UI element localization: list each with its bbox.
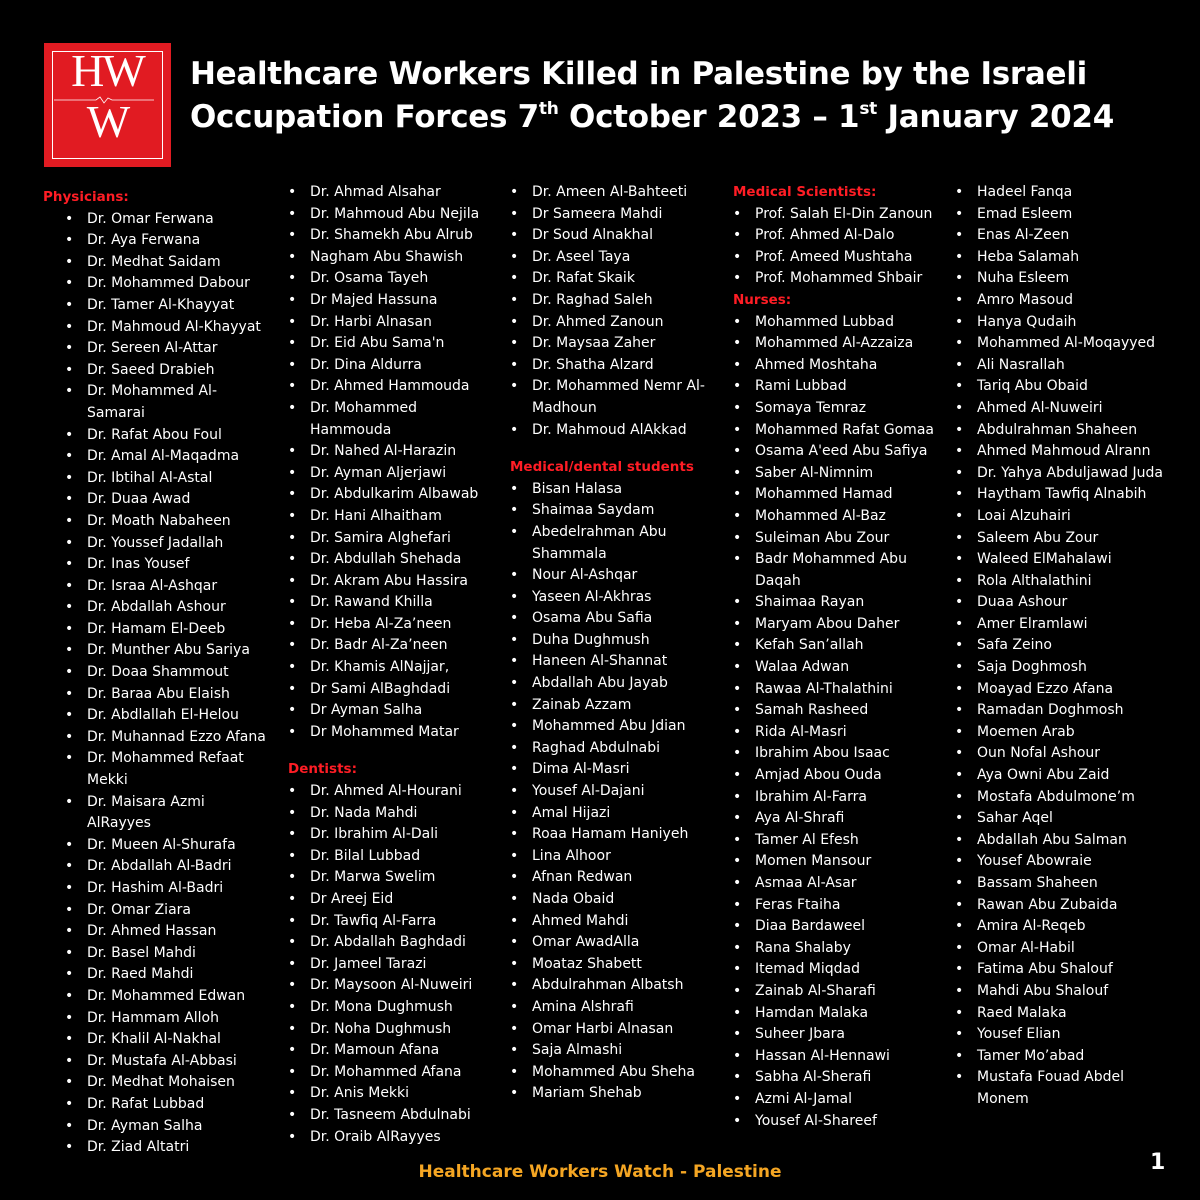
- list-item: • Mohammed Lubbad: [733, 312, 938, 334]
- list-item: • Dr Mohammed Matar: [288, 722, 488, 744]
- list-item: • Walaa Adwan: [733, 657, 938, 679]
- list-item: • Dr. Duaa Awad: [43, 489, 273, 511]
- list-item: • Amina Alshrafi: [510, 997, 715, 1019]
- list-item: • Mahdi Abu Shalouf: [955, 981, 1175, 1003]
- list-item: • Aya Owni Abu Zaid: [955, 765, 1175, 787]
- list-item: • Prof. Salah El-Din Zanoun: [733, 204, 938, 226]
- list-item: • Dr. Jameel Tarazi: [288, 954, 488, 976]
- list-item: • Dr. Mueen Al-Shurafa: [43, 835, 273, 857]
- list-item: • Aya Al-Shrafi: [733, 808, 938, 830]
- list-item: • Mohammed Al-Baz: [733, 506, 938, 528]
- list-item: • Dr. Maisara Azmi AlRayyes: [43, 792, 273, 835]
- list-item: • Dr. Aseel Taya: [510, 247, 715, 269]
- list-item: • Dr. Mona Dughmush: [288, 997, 488, 1019]
- list-item: • Dr. Tawfiq Al-Farra: [288, 911, 488, 933]
- list-item: • Lina Alhoor: [510, 846, 715, 868]
- list-item: • Amjad Abou Ouda: [733, 765, 938, 787]
- list-item: • Mariam Shehab: [510, 1083, 715, 1105]
- list-item: • Rana Shalaby: [733, 938, 938, 960]
- list-item: • Dr. Rafat Lubbad: [43, 1094, 273, 1116]
- list-item: • Dr. Mohammed Edwan: [43, 986, 273, 1008]
- list-item: • Amal Hijazi: [510, 803, 715, 825]
- list-item: • Dr. Eid Abu Sama'n: [288, 333, 488, 355]
- list-item: • Mohammed Rafat Gomaa: [733, 420, 938, 442]
- list-item: • Ali Nasrallah: [955, 355, 1175, 377]
- list-item: • Hadeel Fanqa: [955, 182, 1175, 204]
- list-item: • Dr. Rafat Abou Foul: [43, 425, 273, 447]
- list-item: • Dima Al-Masri: [510, 759, 715, 781]
- physicians-heading: Physicians:: [43, 189, 129, 205]
- list-item: • Ibrahim Abou Isaac: [733, 743, 938, 765]
- spacer: [510, 441, 715, 457]
- list-item: • Mostafa Abdulmone’m: [955, 787, 1175, 809]
- list-item: • Dr Ayman Salha: [288, 700, 488, 722]
- list-item: • Dr. Akram Abu Hassira: [288, 571, 488, 593]
- list-item: • Dr. Youssef Jadallah: [43, 533, 273, 555]
- physicians-list-2: [288, 182, 488, 743]
- list-item: • Itemad Miqdad: [733, 959, 938, 981]
- list-item: • Yousef Elian: [955, 1024, 1175, 1046]
- list-item: • Dr. Nahed Al-Harazin: [288, 441, 488, 463]
- list-item: • Rida Al-Masri: [733, 722, 938, 744]
- list-item: • Dr. Khamis AlNajjar,: [288, 657, 488, 679]
- list-item: • Tamer Al Efesh: [733, 830, 938, 852]
- list-item: • Dr. Heba Al-Za’neen: [288, 614, 488, 636]
- list-item: • Suheer Jbara: [733, 1024, 938, 1046]
- list-item: • Diaa Bardaweel: [733, 916, 938, 938]
- list-item: • Dr. Ahmed Zanoun: [510, 312, 715, 334]
- list-item: • Abdallah Abu Salman: [955, 830, 1175, 852]
- list-item: • Dr Soud Alnakhal: [510, 225, 715, 247]
- list-item: • Dr. Tasneem Abdulnabi: [288, 1105, 488, 1127]
- list-item: • Dr. Anis Mekki: [288, 1083, 488, 1105]
- list-item: • Amira Al-Reqeb: [955, 916, 1175, 938]
- list-item: • Dr. Rawand Khilla: [288, 592, 488, 614]
- list-item: • Abdulrahman Shaheen: [955, 420, 1175, 442]
- list-item: • Saja Doghmosh: [955, 657, 1175, 679]
- nurses-heading: Nurses:: [733, 291, 792, 308]
- list-item: • Dr. Mamoun Afana: [288, 1040, 488, 1062]
- list-item: • Yousef Al-Dajani: [510, 781, 715, 803]
- list-item: • Dr. Maysaa Zaher: [510, 333, 715, 355]
- list-item: • Sahar Aqel: [955, 808, 1175, 830]
- list-item: • Dr. Mohammed Afana: [288, 1062, 488, 1084]
- list-item: • Mohammed Al-Azzaiza: [733, 333, 938, 355]
- list-item: • Somaya Temraz: [733, 398, 938, 420]
- list-item: • Bisan Halasa: [510, 479, 715, 501]
- list-item: • Dr Majed Hassuna: [288, 290, 488, 312]
- hww-logo: [44, 43, 171, 167]
- list-item: • Ahmed Mahmoud Alrann: [955, 441, 1175, 463]
- physicians-list-3: [510, 182, 715, 441]
- list-item: • Dr. Ayman Salha: [43, 1116, 273, 1138]
- list-item: • Dr. Doaa Shammout: [43, 662, 273, 684]
- list-item: • Badr Mohammed Abu Daqah: [733, 549, 938, 592]
- list-item: • Dr. Noha Dughmush: [288, 1019, 488, 1041]
- list-item: • Dr. Tamer Al-Khayyat: [43, 295, 273, 317]
- list-item: • Oun Nofal Ashour: [955, 743, 1175, 765]
- list-item: • Loai Alzuhairi: [955, 506, 1175, 528]
- list-item: • Dr. Muhannad Ezzo Afana: [43, 727, 273, 749]
- list-item: • Dr. Munther Abu Sariya: [43, 640, 273, 662]
- title-line-2-part: October 2023 – 1: [558, 99, 860, 135]
- list-item: • Suleiman Abu Zour: [733, 528, 938, 550]
- list-item: • Safa Zeino: [955, 635, 1175, 657]
- list-item: • Dr. Mohammed Dabour: [43, 273, 273, 295]
- list-item: • Dr. Ahmed Al-Hourani: [288, 781, 488, 803]
- list-item: • Abedelrahman Abu Shammala: [510, 522, 715, 565]
- list-item: • Amro Masoud: [955, 290, 1175, 312]
- list-item: • Rami Lubbad: [733, 376, 938, 398]
- column-2: [288, 182, 488, 1148]
- list-item: • Rawan Abu Zubaida: [955, 895, 1175, 917]
- list-item: • Mustafa Fouad Abdel Monem: [955, 1067, 1175, 1110]
- list-item: • Haneen Al-Shannat: [510, 651, 715, 673]
- list-item: • Moemen Arab: [955, 722, 1175, 744]
- list-item: • Haytham Tawfiq Alnabih: [955, 484, 1175, 506]
- list-item: • Dr. Abdulkarim Albawab: [288, 484, 488, 506]
- list-item: • Tariq Abu Obaid: [955, 376, 1175, 398]
- list-item: • Dr. Mohammed Nemr Al-Madhoun: [510, 376, 715, 419]
- title-line-2: [190, 96, 1190, 139]
- physicians-list-1: [43, 209, 273, 1159]
- list-item: • Dr. Ahmed Hammouda: [288, 376, 488, 398]
- list-item: • Dr. Abdallah Ashour: [43, 597, 273, 619]
- list-item: • Moataz Shabett: [510, 954, 715, 976]
- list-item: • Enas Al-Zeen: [955, 225, 1175, 247]
- dentists-list: [288, 781, 488, 1148]
- list-item: • Dr. Khalil Al-Nakhal: [43, 1029, 273, 1051]
- list-item: • Hanya Qudaih: [955, 312, 1175, 334]
- list-item: • Dr. Aya Ferwana: [43, 230, 273, 252]
- title-line-2-part: Occupation Forces 7: [190, 99, 539, 135]
- list-item: • Dr. Sereen Al-Attar: [43, 338, 273, 360]
- list-item: • Dr. Ibtihal Al-Astal: [43, 468, 273, 490]
- list-item: • Dr Sami AlBaghdadi: [288, 679, 488, 701]
- list-item: • Mohammed Abu Jdian: [510, 716, 715, 738]
- title-sup-th: th: [538, 99, 559, 119]
- list-item: • Momen Mansour: [733, 851, 938, 873]
- list-item: • Nada Obaid: [510, 889, 715, 911]
- list-item: • Dr. Omar Ziara: [43, 900, 273, 922]
- title-sup-st: st: [859, 99, 877, 119]
- list-item: • Dr. Ahmad Alsahar: [288, 182, 488, 204]
- list-item: • Kefah San’allah: [733, 635, 938, 657]
- list-item: • Hassan Al-Hennawi: [733, 1046, 938, 1068]
- list-item: • Saleem Abu Zour: [955, 528, 1175, 550]
- list-item: • Dr. Mustafa Al-Abbasi: [43, 1051, 273, 1073]
- list-item: • Nuha Esleem: [955, 268, 1175, 290]
- list-item: • Abdulrahman Albatsh: [510, 975, 715, 997]
- list-item: • Yousef Abowraie: [955, 851, 1175, 873]
- list-item: • Yaseen Al-Akhras: [510, 587, 715, 609]
- list-item: • Dr. Hashim Al-Badri: [43, 878, 273, 900]
- list-item: • Dr. Inas Yousef: [43, 554, 273, 576]
- list-item: • Dr. Mahmoud Al-Khayyat: [43, 317, 273, 339]
- scientists-heading: Medical Scientists:: [733, 184, 877, 200]
- list-item: • Maryam Abou Daher: [733, 614, 938, 636]
- list-item: • Rawaa Al-Thalathini: [733, 679, 938, 701]
- list-item: • Dr. Maysoon Al-Nuweiri: [288, 975, 488, 997]
- list-item: • Dr. Nada Mahdi: [288, 803, 488, 825]
- list-item: • Dr. Abdallah Al-Badri: [43, 856, 273, 878]
- list-item: • Raed Malaka: [955, 1003, 1175, 1025]
- list-item: • Dr. Ameen Al-Bahteeti: [510, 182, 715, 204]
- list-item: • Samah Rasheed: [733, 700, 938, 722]
- list-item: • Dr. Medhat Mohaisen: [43, 1072, 273, 1094]
- list-item: • Dr. Raed Mahdi: [43, 964, 273, 986]
- list-item: • Omar Harbi Alnasan: [510, 1019, 715, 1041]
- list-item: • Roaa Hamam Haniyeh: [510, 824, 715, 846]
- list-item: • Bassam Shaheen: [955, 873, 1175, 895]
- column-1: [43, 187, 273, 1159]
- list-item: • Omar AwadAlla: [510, 932, 715, 954]
- nurses-list-2: [955, 182, 1175, 1111]
- list-item: • Saja Almashi: [510, 1040, 715, 1062]
- list-item: • Dr. Mohammed Al-Samarai: [43, 381, 273, 424]
- list-item: • Dr. Hamam El-Deeb: [43, 619, 273, 641]
- title-line-2-part: January 2024: [877, 99, 1114, 135]
- list-item: • Nagham Abu Shawish: [288, 247, 488, 269]
- list-item: • Dr. Ziad Altatri: [43, 1137, 273, 1159]
- spacer: [288, 743, 488, 759]
- list-item: • Dr. Bilal Lubbad: [288, 846, 488, 868]
- list-item: • Dr. Harbi Alnasan: [288, 312, 488, 334]
- list-item: • Dr. Raghad Saleh: [510, 290, 715, 312]
- list-item: • Zainab Azzam: [510, 695, 715, 717]
- list-item: • Tamer Mo’abad: [955, 1046, 1175, 1068]
- list-item: • Osama A'eed Abu Safiya: [733, 441, 938, 463]
- list-item: • Dr. Ibrahim Al-Dali: [288, 824, 488, 846]
- list-item: • Sabha Al-Sherafi: [733, 1067, 938, 1089]
- list-item: • Shaimaa Rayan: [733, 592, 938, 614]
- list-item: • Raghad Abdulnabi: [510, 738, 715, 760]
- list-item: • Dr. Mahmoud Abu Nejila: [288, 204, 488, 226]
- list-item: • Dr. Amal Al-Maqadma: [43, 446, 273, 468]
- list-item: • Dr. Ayman Aljerjawi: [288, 463, 488, 485]
- list-item: • Dr. Baraa Abu Elaish: [43, 684, 273, 706]
- list-item: • Dr. Samira Alghefari: [288, 528, 488, 550]
- list-item: • Dr. Omar Ferwana: [43, 209, 273, 231]
- logo-text-top: HW: [71, 45, 144, 96]
- page-number: 1: [1150, 1150, 1166, 1175]
- list-item: • Dr. Oraib AlRayyes: [288, 1127, 488, 1149]
- list-item: • Azmi Al-Jamal: [733, 1089, 938, 1111]
- list-item: • Rola Althalathini: [955, 571, 1175, 593]
- scientists-list: [733, 204, 938, 290]
- column-5: [955, 182, 1175, 1111]
- list-item: • Mohammed Abu Sheha: [510, 1062, 715, 1084]
- list-item: • Ahmed Al-Nuweiri: [955, 398, 1175, 420]
- list-item: • Zainab Al-Sharafi: [733, 981, 938, 1003]
- list-item: • Prof. Ahmed Al-Dalo: [733, 225, 938, 247]
- list-item: • Dr. Shamekh Abu Alrub: [288, 225, 488, 247]
- list-item: • Dr. Saeed Drabieh: [43, 360, 273, 382]
- list-item: • Dr. Marwa Swelim: [288, 867, 488, 889]
- list-item: • Dr Areej Eid: [288, 889, 488, 911]
- list-item: • Dr. Ahmed Hassan: [43, 921, 273, 943]
- list-item: • Dr. Mohammed Hammouda: [288, 398, 488, 441]
- list-item: • Dr. Rafat Skaik: [510, 268, 715, 290]
- list-item: • Dr Sameera Mahdi: [510, 204, 715, 226]
- list-item: • Dr. Basel Mahdi: [43, 943, 273, 965]
- list-item: • Prof. Mohammed Shbair: [733, 268, 938, 290]
- list-item: • Asmaa Al-Asar: [733, 873, 938, 895]
- list-item: • Dr. Dina Aldurra: [288, 355, 488, 377]
- list-item: • Duaa Ashour: [955, 592, 1175, 614]
- list-item: • Fatima Abu Shalouf: [955, 959, 1175, 981]
- list-item: • Prof. Ameed Mushtaha: [733, 247, 938, 269]
- list-item: • Dr. Mohammed Refaat Mekki: [43, 748, 273, 791]
- list-item: • Osama Abu Safia: [510, 608, 715, 630]
- list-item: • Dr. Shatha Alzard: [510, 355, 715, 377]
- list-item: • Dr. Hammam Alloh: [43, 1008, 273, 1030]
- list-item: • Moayad Ezzo Afana: [955, 679, 1175, 701]
- list-item: • Amer Elramlawi: [955, 614, 1175, 636]
- list-item: • Dr. Mahmoud AlAkkad: [510, 420, 715, 442]
- list-item: • Mohammed Al-Moqayyed: [955, 333, 1175, 355]
- list-item: • Ramadan Doghmosh: [955, 700, 1175, 722]
- dentists-heading: Dentists:: [288, 761, 357, 778]
- page-title: [190, 53, 1190, 139]
- list-item: • Feras Ftaiha: [733, 895, 938, 917]
- list-item: • Duha Dughmush: [510, 630, 715, 652]
- students-heading: Medical/dental students: [510, 459, 694, 476]
- list-item: • Dr. Abdlallah El-Helou: [43, 705, 273, 727]
- list-item: • Dr. Hani Alhaitham: [288, 506, 488, 528]
- title-line-1: Healthcare Workers Killed in Palestine by the Israeli: [190, 56, 1087, 92]
- list-item: • Ahmed Mahdi: [510, 911, 715, 933]
- list-item: • Hamdan Malaka: [733, 1003, 938, 1025]
- list-item: • Dr. Medhat Saidam: [43, 252, 273, 274]
- column-4: [733, 182, 938, 1132]
- list-item: • Dr. Moath Nabaheen: [43, 511, 273, 533]
- list-item: • Waleed ElMahalawi: [955, 549, 1175, 571]
- list-item: • Omar Al-Habil: [955, 938, 1175, 960]
- list-item: • Yousef Al-Shareef: [733, 1111, 938, 1133]
- list-item: • Shaimaa Saydam: [510, 500, 715, 522]
- list-item: • Abdallah Abu Jayab: [510, 673, 715, 695]
- list-item: • Dr. Abdullah Shehada: [288, 549, 488, 571]
- list-item: • Nour Al-Ashqar: [510, 565, 715, 587]
- list-item: • Dr. Abdallah Baghdadi: [288, 932, 488, 954]
- list-item: • Heba Salamah: [955, 247, 1175, 269]
- list-item: • Dr. Badr Al-Za’neen: [288, 635, 488, 657]
- list-item: • Mohammed Hamad: [733, 484, 938, 506]
- list-item: • Ahmed Moshtaha: [733, 355, 938, 377]
- students-list: [510, 479, 715, 1105]
- column-3: [510, 182, 715, 1105]
- footer-text: Healthcare Workers Watch - Palestine: [418, 1162, 782, 1182]
- nurses-list-1: [733, 312, 938, 1133]
- list-item: • Dr. Israa Al-Ashqar: [43, 576, 273, 598]
- list-item: • Dr. Yahya Abduljawad Juda: [955, 463, 1175, 485]
- list-item: • Afnan Redwan: [510, 867, 715, 889]
- list-item: • Dr. Osama Tayeh: [288, 268, 488, 290]
- list-item: • Emad Esleem: [955, 204, 1175, 226]
- list-item: • Saber Al-Nimnim: [733, 463, 938, 485]
- list-item: • Ibrahim Al-Farra: [733, 787, 938, 809]
- logo-text-bottom: W: [86, 96, 129, 147]
